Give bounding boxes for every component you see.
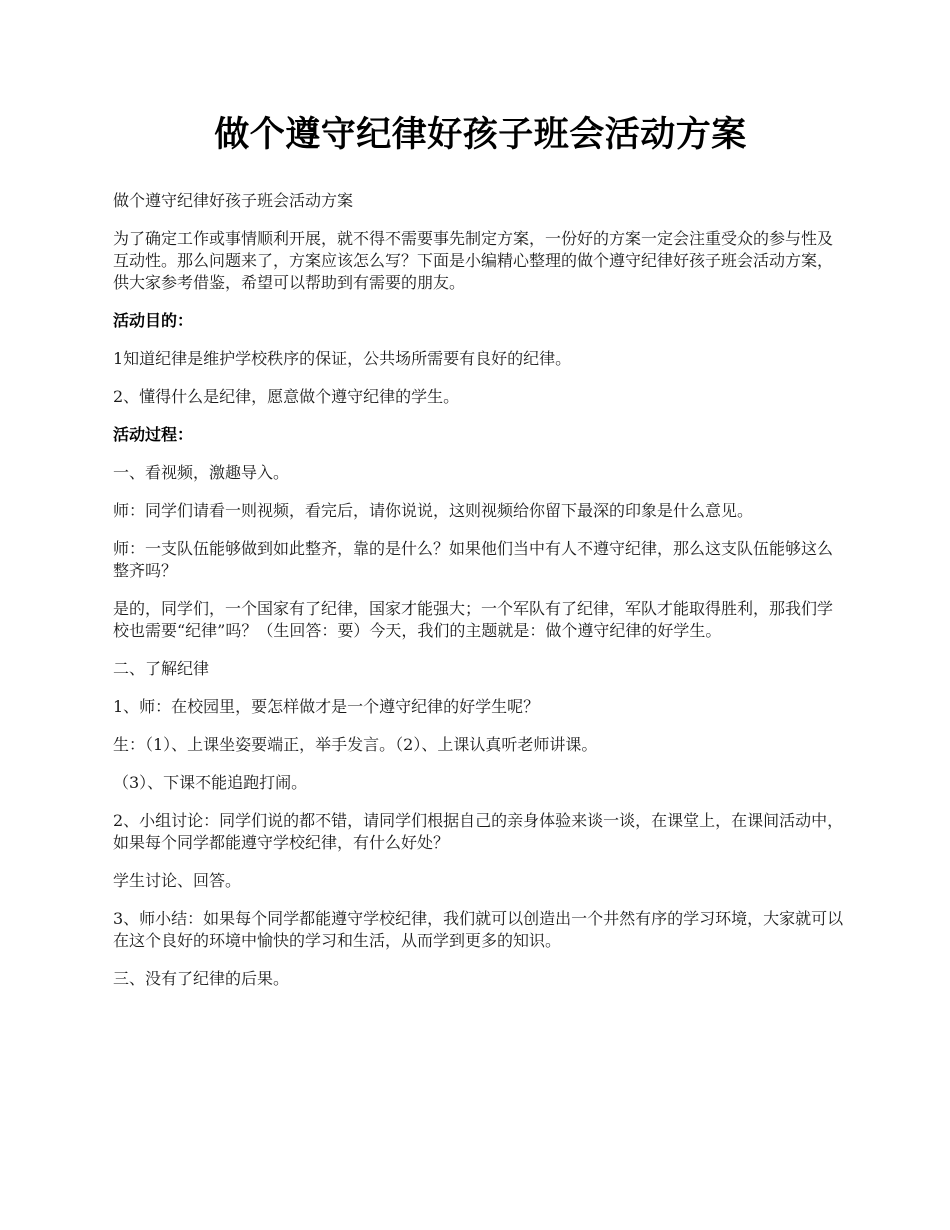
- student-discussion: 学生讨论、回答。: [113, 871, 242, 890]
- teacher-summary: 3、师小结：如果每个同学都能遵守学校纪律，我们就可以创造出一个井然有序的学习环境，大家就可以在这个良好的环境中愉快的学习和生活，从而学到更多的知识。: [113, 909, 844, 950]
- teacher-line-2: 师：一支队伍能够做到如此整齐，靠的是什么？如果他们当中有人不遵守纪律，那么这支队伍能够这么整齐吗？: [113, 539, 834, 580]
- process-step-2: 二、了解纪律: [113, 659, 210, 678]
- process-step-1: 一、看视频，激趣导入。: [113, 463, 290, 482]
- section-heading-purpose: 活动目的：: [113, 311, 194, 330]
- document-title: 做个遵守纪律好孩子班会活动方案: [214, 114, 747, 155]
- subtitle-paragraph: 做个遵守纪律好孩子班会活动方案: [113, 191, 354, 210]
- group-discussion: 2、小组讨论：同学们说的都不错，请同学们根据自己的亲身体验来谈一谈，在课堂上，在课间活动中，如果每个同学都能遵守学校纪律，有什么好处？: [113, 811, 844, 852]
- student-answer-2: （3）、下课不能追跑打闹。: [113, 773, 308, 792]
- question-1: 1、师：在校园里，要怎样做才是一个遵守纪律的好学生呢？: [113, 697, 540, 716]
- teacher-line-3: 是的，同学们，一个国家有了纪律，国家才能强大；一个军队有了纪律，军队才能取得胜利，那我们学校也需要“纪律”吗？（生回答：要）今天，我们的主题就是：做个遵守纪律的好学生。: [113, 599, 834, 640]
- purpose-item-2: 2、懂得什么是纪律，愿意做个遵守纪律的学生。: [113, 387, 460, 406]
- process-step-3: 三、没有了纪律的后果。: [113, 969, 290, 988]
- section-heading-process: 活动过程：: [113, 425, 194, 444]
- intro-paragraph: 为了确定工作或事情顺利开展，就不得不需要事先制定方案，一份好的方案一定会注重受众的参与性及互动性。那么问题来了，方案应该怎么写？下面是小编精心整理的做个遵守纪律好孩子班会活动方案，供大家参考借鉴，希望可以帮助到有需要的朋友。: [113, 229, 834, 292]
- student-answer-1: 生：（1）、上课坐姿要端正，举手发言。（2）、上课认真听老师讲课。: [113, 735, 598, 754]
- document-page: [113, 110, 848, 1006]
- teacher-line-1: 师：同学们请看一则视频，看完后，请你说说，这则视频给你留下最深的印象是什么意见。: [113, 501, 754, 520]
- purpose-item-1: 1知道纪律是维护学校秩序的保证，公共场所需要有良好的纪律。: [113, 349, 572, 368]
